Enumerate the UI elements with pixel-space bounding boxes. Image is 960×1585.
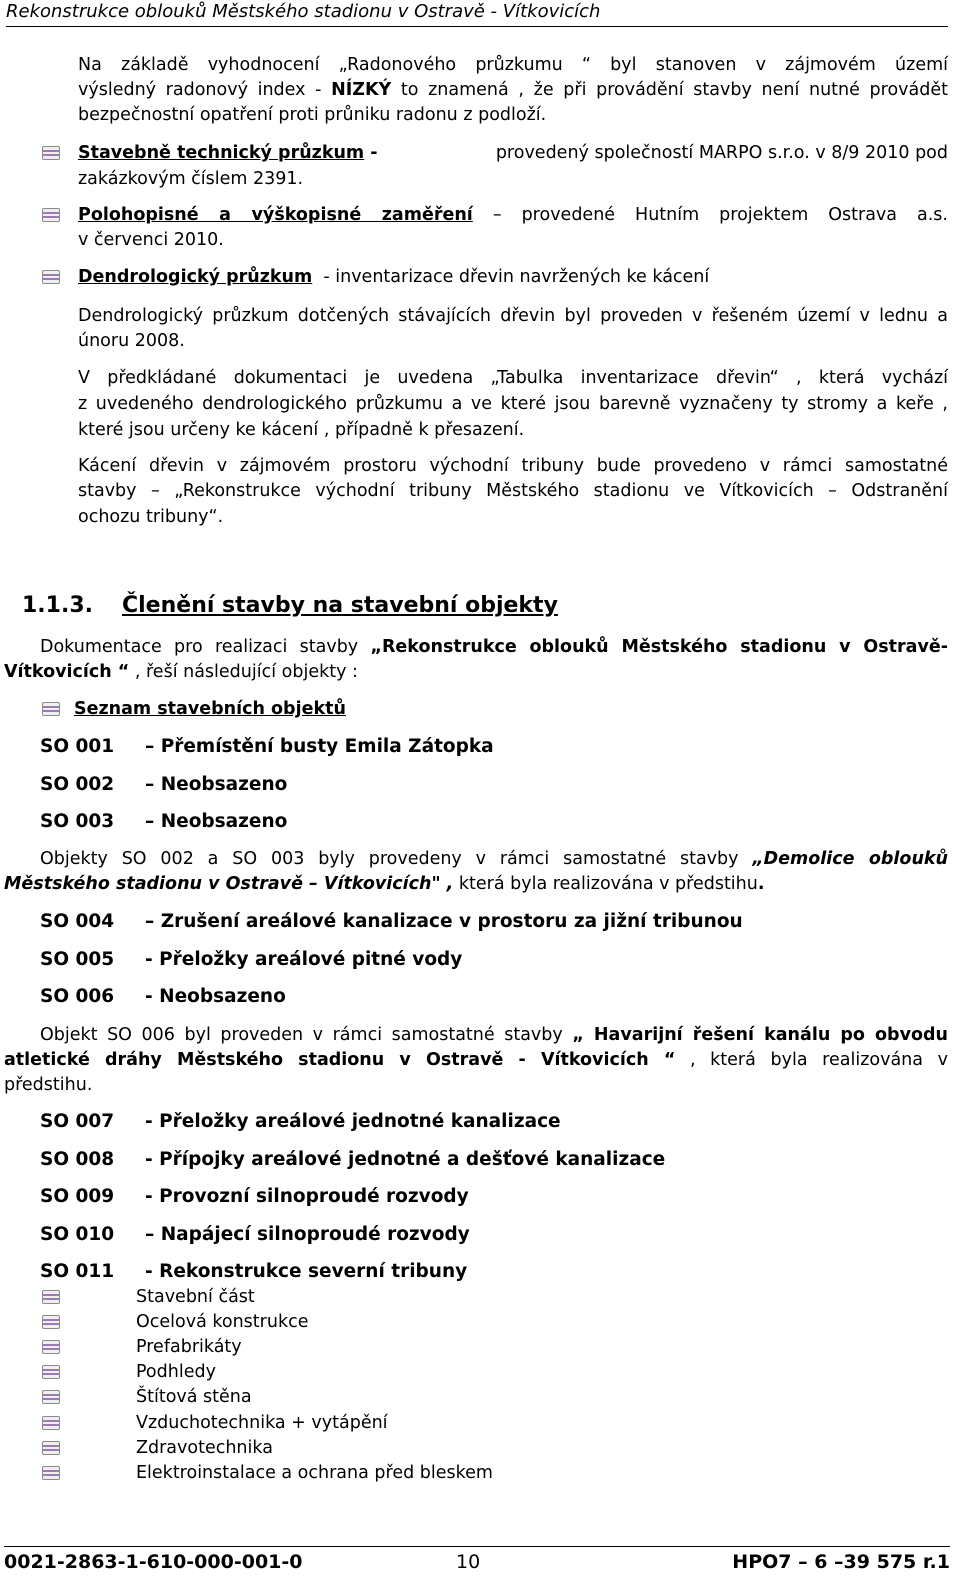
survey-tech-line-2: zakázkovým číslem 2391.: [78, 169, 304, 189]
note1-end: .: [757, 874, 765, 894]
note2-line-3: předstihu.: [4, 1075, 93, 1095]
radon-text: výsledný radonový index -: [78, 80, 332, 100]
dendro-p2-line-3: které jsou určeny ke kácení , případně k přesazení.: [78, 420, 525, 440]
note2-text: , která byla realizována v: [675, 1050, 948, 1070]
dendro-p3-line-2: stavby – „Rekonstrukce východní tribuny Městského stadionu ve Vítkovicích – Odstranění: [78, 481, 948, 501]
section-title: Členění stavby na stavební objekty: [122, 593, 558, 618]
footer-doc-number: 0021-2863-1-610-000-001-0: [4, 1551, 303, 1573]
list-bullet-icon: [42, 1340, 60, 1354]
radon-line-3: bezpečnostní opatření proti průniku radonu z podloží.: [78, 105, 547, 125]
list-bullet-icon: [42, 1466, 60, 1480]
section-number: 1.1.3.: [22, 593, 93, 618]
object-name: - Přípojky areálové jednotné a dešťové kanalizace: [145, 1148, 666, 1170]
radon-index: NÍZKÝ: [331, 80, 392, 100]
object-code: SO 011: [40, 1261, 115, 1282]
radon-text: to znamená , že při provádění stavby není nutné provádět: [391, 80, 948, 100]
footer-divider: [4, 1546, 950, 1547]
dendro-p3-line-3: ochozu tribuny“.: [78, 507, 224, 527]
dendro-title: Dendrologický průzkum: [78, 267, 313, 287]
so011-part-item: Podhledy: [136, 1362, 216, 1383]
list-bullet-icon: [42, 1390, 60, 1404]
list-bullet-icon: [42, 1441, 60, 1455]
dendro-p3-line-1: Kácení dřevin v zájmovém prostoru východní tribuny bude provedeno v rámci samostatné: [78, 456, 948, 476]
object-code: SO 004: [40, 911, 115, 932]
section-intro-line-1: [40, 636, 948, 658]
survey-geo-line-2: v červenci 2010.: [78, 230, 224, 250]
page-header: [6, 0, 948, 27]
so011-part-item: Ocelová konstrukce: [136, 1312, 309, 1333]
object-name: – Neobsazeno: [145, 811, 288, 832]
object-name: - Neobsazeno: [145, 986, 286, 1007]
so011-part-item: Prefabrikáty: [136, 1337, 242, 1358]
object-name: – Neobsazeno: [145, 773, 288, 795]
object-code: SO 009: [40, 1186, 115, 1207]
intro-project-name: Vítkovicích “: [4, 662, 130, 682]
note2-text: Objekt SO 006 byl proveden v rámci samostatné stavby: [40, 1025, 573, 1045]
note2-project: „ Havarijní řešení kanálu po obvodu: [572, 1025, 948, 1045]
note1-project: Městského stadionu v Ostravě – Vítkovicích" ,: [4, 874, 454, 894]
object-code: SO 001: [40, 736, 115, 757]
object-code: SO 006: [40, 986, 115, 1007]
so011-part-item: Elektroinstalace a ochrana před bleskem: [136, 1462, 493, 1483]
survey-geo-line-1: [78, 204, 948, 226]
dendro-p2-line-1: V předkládané dokumentaci je uvedena „Tabulka inventarizace dřevin“ , která vychází: [78, 368, 948, 388]
dendro-p1-line-2: únoru 2008.: [78, 331, 185, 351]
dendro-desc: - inventarizace dřevin navržených ke kácení: [323, 267, 710, 287]
note1-text: Objekty SO 002 a SO 003 byly provedeny v rámci samostatné stavby: [40, 849, 753, 869]
object-name: - Rekonstrukce severní tribuny: [145, 1261, 468, 1282]
list-bullet-icon: [42, 1416, 60, 1430]
note2-line-2: [4, 1049, 948, 1071]
survey-tech-dash: -: [364, 143, 378, 163]
object-name: - Přeložky areálové pitné vody: [145, 948, 463, 970]
intro-project-name: „Rekonstrukce oblouků Městského stadionu v Ostravě-: [370, 637, 948, 657]
footer-project-code: HPO7 – 6 –39 575 r.1: [732, 1551, 950, 1573]
object-name: – Napájecí silnoproudé rozvody: [145, 1223, 470, 1245]
header-title: Rekonstrukce oblouků Městského stadionu v Ostravě - Vítkovicích: [6, 1, 601, 22]
list-bullet-icon: [42, 1290, 60, 1304]
list-bullet-icon: [42, 208, 60, 222]
object-name: – Zrušení areálové kanalizace v prostoru za jižní tribunou: [145, 911, 743, 932]
radon-line-1: Na základě vyhodnocení „Radonového průzkumu “ byl stanoven v zájmovém území: [78, 55, 948, 75]
note1-text: která byla realizována v předstihu: [453, 874, 758, 894]
list-bullet-icon: [42, 270, 60, 284]
survey-tech-line-1: [78, 142, 948, 164]
list-bullet-icon: [42, 146, 60, 160]
survey-tech-desc: provedený společností MARPO s.r.o. v 8/9 2010 pod: [495, 143, 948, 163]
object-code: SO 003: [40, 811, 115, 832]
so011-part-item: Štítová stěna: [136, 1387, 252, 1408]
list-bullet-icon: [42, 1315, 60, 1329]
object-code: SO 002: [40, 773, 115, 795]
note2-line-1: [40, 1024, 948, 1046]
so011-part-item: Zdravotechnika: [136, 1437, 273, 1458]
survey-geo-desc: – provedené Hutním projektem Ostrava a.s.: [492, 205, 948, 225]
object-name: – Přemístění busty Emila Zátopka: [145, 736, 494, 757]
dendro-p1-line-1: Dendrologický průzkum dotčených stávajících dřevin byl proveden v řešeném území v lednu a: [78, 306, 948, 326]
object-code: SO 010: [40, 1223, 115, 1245]
survey-geo-title: Polohopisné a výškopisné zaměření: [78, 205, 473, 225]
footer-page-number: 10: [456, 1551, 481, 1573]
intro-text: Dokumentace pro realizaci stavby: [40, 637, 371, 657]
objects-list-title: Seznam stavebních objektů: [74, 699, 346, 719]
dendro-p2-line-2: z uvedeného dendrologického průzkumu a ve které jsou barevně vyznačeny ty stromy a keře ,: [78, 394, 948, 414]
note1-line-1: [40, 848, 948, 870]
object-code: SO 008: [40, 1148, 115, 1170]
so011-part-item: Vzduchotechnika + vytápění: [136, 1412, 388, 1433]
radon-line-2: [78, 79, 948, 101]
list-bullet-icon: [42, 702, 60, 716]
survey-tech-title: Stavebně technický průzkum: [78, 143, 365, 163]
intro-text: , řeší následující objekty :: [129, 662, 358, 682]
section-intro-line-2: [4, 661, 358, 683]
object-name: - Přeložky areálové jednotné kanalizace: [145, 1111, 561, 1132]
object-code: SO 007: [40, 1111, 115, 1132]
dendro-heading: [78, 266, 709, 288]
object-name: - Provozní silnoproudé rozvody: [145, 1186, 469, 1207]
so011-part-item: Stavební část: [136, 1287, 255, 1307]
object-code: SO 005: [40, 948, 115, 970]
list-bullet-icon: [42, 1365, 60, 1379]
note2-project: atletické dráhy Městského stadionu v Ostravě - Vítkovicích “: [4, 1050, 676, 1070]
note1-line-2: [4, 873, 765, 895]
note1-project: „Demolice oblouků: [752, 849, 949, 869]
